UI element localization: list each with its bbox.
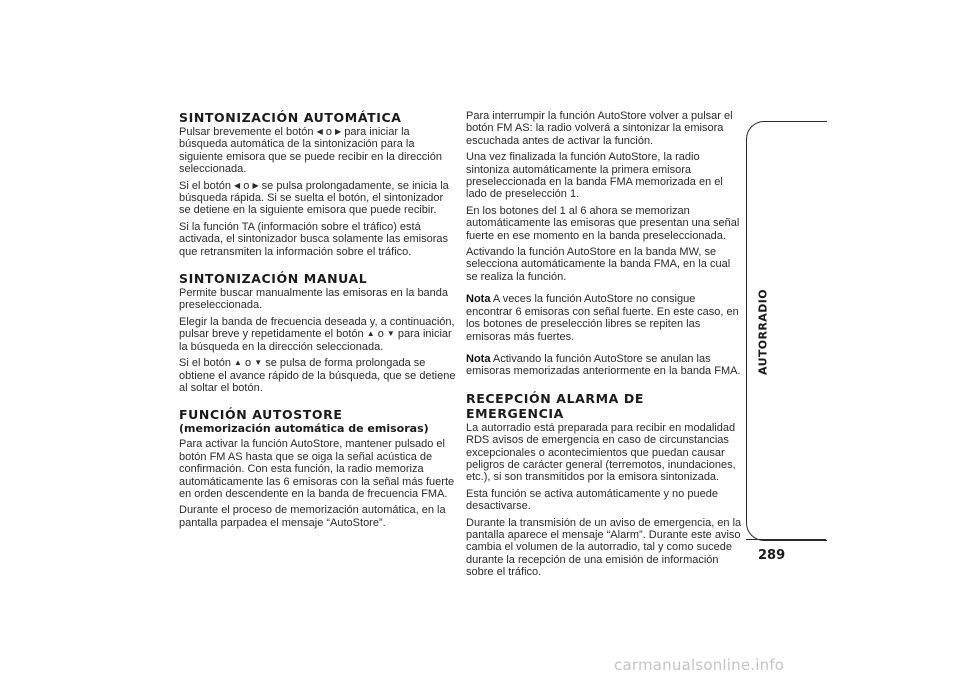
note: Nota A veces la función AutoStore no consigue encontrar 6 emisoras con señal fuerte. En este caso, en los botones de preselección libres se repiten las emisoras más fuertes. <box>466 293 739 343</box>
up-arrow-icon: ▲ <box>366 329 375 339</box>
paragraph: Durante la transmisión de un aviso de emergencia, en la pantalla aparece el mensaje “Alarm”. Durante este aviso cambia el volumen de la autorradio, tal y como sucede durante la recepción de una emisión de información sobre el tráfico. <box>466 516 742 579</box>
paragraph: Para interrumpir la función AutoStore volver a pulsar el botón FM AS: la radio volverá a sintonizar la emisora escuchada antes de activar la función. <box>466 110 733 147</box>
section-title-auto-tuning: SINTONIZACIÓN AUTOMÁTICA <box>179 110 402 125</box>
section-subtitle-autostore: (memorización automática de emisoras) <box>179 422 429 436</box>
chapter-tab-divider <box>746 539 826 540</box>
down-arrow-icon: ▼ <box>254 358 263 368</box>
paragraph: La autorradio está preparada para recibir en modalidad RDS avisos de emergencia en caso de circunstancias excepcionales o acontecimientos que puedan causar peligros de carácter general (terremotos, inundaciones, etc.), si son transmitidos por la emisora sintonizada. <box>466 421 736 484</box>
watermark: carmanualsonline.info <box>614 656 785 674</box>
paragraph: Durante el proceso de memorización automática, en la pantalla parpadea el mensaje “AutoStore”. <box>179 504 446 529</box>
note-label: Nota <box>466 293 491 306</box>
left-arrow-icon: ◀ <box>234 180 241 190</box>
paragraph: Elegir la banda de frecuencia deseada y, a continuación, pulsar breve y repetidamente el botón ▲ o ▼ para iniciar la búsqueda en la dirección seleccionada. <box>179 315 455 353</box>
paragraph: Si el botón ◀ o ▶ se pulsa prolongadamente, se inicia la búsqueda rápida. Si se suelta el botón, el sintonizador se detiene en la siguiente emisora que puede recibir. <box>179 179 449 217</box>
section-title-emergency-alarm: RECEPCIÓN ALARMA DE EMERGENCIA <box>466 390 645 421</box>
paragraph: Pulsar brevemente el botón ◀ o ▶ para iniciar la búsqueda automática de la sintonización para la siguiente emisora que se puede recibir en la dirección seleccionada. <box>179 126 442 176</box>
chapter-label: AUTORRADIO <box>756 289 770 375</box>
paragraph: En los botones del 1 al 6 ahora se memorizan automáticamente las emisoras que presentan una señal fuerte en ese momento en la banda preseleccionada. <box>466 204 740 242</box>
right-arrow-icon: ▶ <box>252 180 259 190</box>
note-label: Nota <box>466 352 491 365</box>
note: Nota Activando la función AutoStore se anulan las emisoras memorizadas anteriormente en la banda FMA. <box>466 352 741 378</box>
down-arrow-icon: ▼ <box>386 329 395 339</box>
section-title-manual-tuning: SINTONIZACIÓN MANUAL <box>179 271 368 287</box>
page-number: 289 <box>758 548 786 563</box>
paragraph: Permite buscar manualmente las emisoras en la banda preseleccionada. <box>179 287 449 312</box>
paragraph: Si el botón ▲ o ▼ se pulsa de forma prolongada se obtiene el avance rápido de la búsqueda, que se detiene al soltar el botón. <box>179 357 456 394</box>
left-arrow-icon: ◀ <box>316 127 323 136</box>
up-arrow-icon: ▲ <box>234 358 242 368</box>
section-title-autostore: FUNCIÓN AUTOSTORE <box>179 407 343 423</box>
paragraph: Esta función se activa automáticamente y no puede desactivarse. <box>466 487 718 513</box>
paragraph: Para activar la función AutoStore, mantener pulsado el botón FM AS hasta que se oiga la señal acústica de confirmación. Con esta función, la radio memoriza automáticamente las 6 emisoras con la señal más fuerte en orden descendente en la banda de frecuencia FMA. <box>179 438 455 500</box>
right-arrow-icon: ▶ <box>335 127 342 136</box>
left-column <box>179 110 457 533</box>
paragraph: Si la función TA (información sobre el tráfico) está activada, el sintonizador busca solamente las emisoras que retransmiten la información sobre el tráfico. <box>179 220 449 258</box>
right-column <box>466 110 744 583</box>
paragraph: Activando la función AutoStore en la banda MW, se selecciona automáticamente la banda FMA, en la cual se realiza la función. <box>466 246 731 283</box>
paragraph: Una vez finalizada la función AutoStore, la radio sintoniza automáticamente la primera emisora preseleccionada en la banda FMA memorizada en el lado de preselección 1. <box>466 151 723 201</box>
